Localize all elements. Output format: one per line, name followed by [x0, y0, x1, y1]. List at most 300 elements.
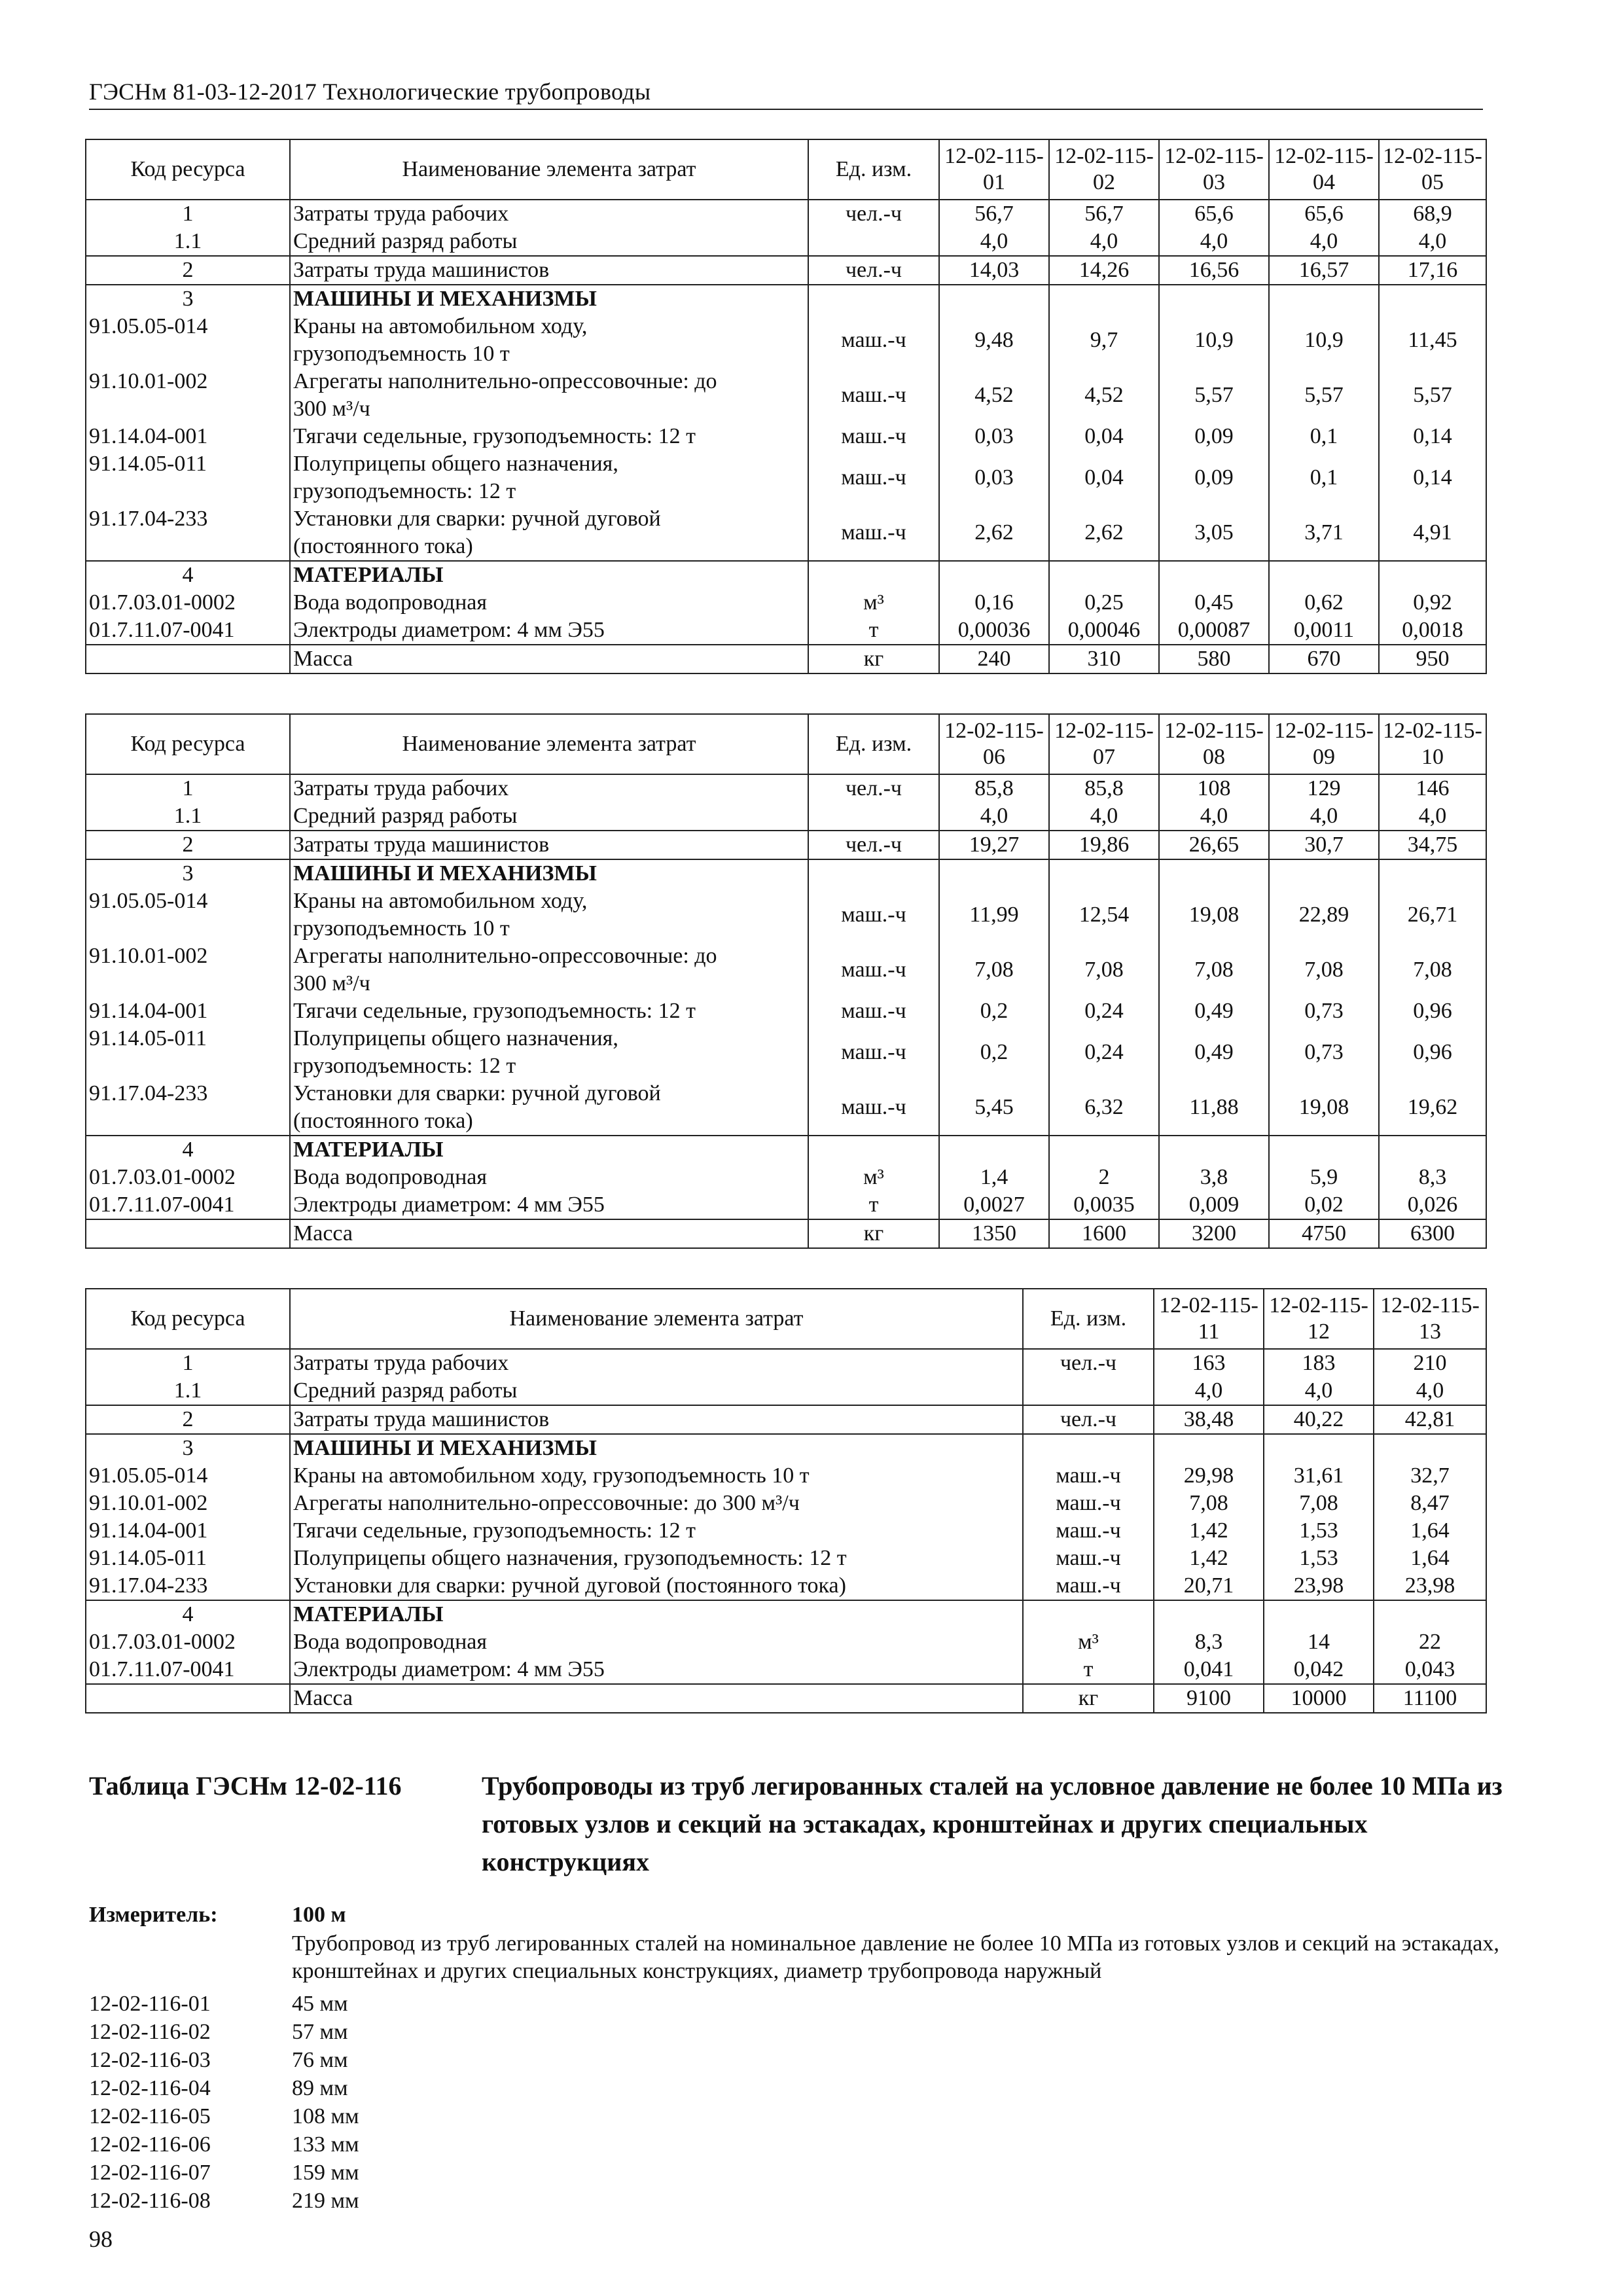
resource-value: 56,7: [1049, 200, 1159, 228]
resource-value: 4,0: [1049, 802, 1159, 831]
resource-table-1: [85, 139, 1487, 674]
table-row: [86, 285, 1486, 313]
resource-unit: [808, 561, 939, 589]
resource-name: [290, 423, 808, 450]
resource-value: 670: [1269, 645, 1379, 673]
resource-code: 91.10.01-002: [86, 1490, 290, 1517]
resource-value: [939, 285, 1049, 313]
resource-value: 4,0: [1159, 802, 1269, 831]
resource-value: 68,9: [1379, 200, 1486, 228]
table-row: [86, 888, 1486, 942]
resource-value: 0,043: [1374, 1656, 1486, 1684]
resource-value: 129: [1269, 774, 1379, 802]
resource-value: [1154, 1434, 1264, 1462]
resource-name-line: 300 м³/ч: [293, 971, 370, 996]
resource-unit: маш.-ч: [808, 505, 939, 561]
resource-value: 30,7: [1269, 831, 1379, 859]
header-norm-code: 12-02-115-04: [1269, 139, 1379, 200]
resource-value: 0,45: [1159, 589, 1269, 617]
resource-unit: маш.-ч: [808, 423, 939, 450]
resource-value: 7,08: [1269, 942, 1379, 997]
resource-value: 310: [1049, 645, 1159, 673]
resource-value: 7,08: [1049, 942, 1159, 997]
resource-value: 42,81: [1374, 1405, 1486, 1434]
resource-value: 4,0: [1264, 1377, 1374, 1405]
resource-value: 0,026: [1379, 1191, 1486, 1219]
resource-value: 0,03: [939, 423, 1049, 450]
resource-value: 16,56: [1159, 256, 1269, 285]
resource-value: 1,42: [1154, 1517, 1264, 1545]
table-row: [86, 942, 1486, 997]
resource-name-line: Краны на автомобильном ходу,: [293, 314, 588, 338]
resource-unit: чел.-ч: [808, 200, 939, 228]
resource-code: 91.17.04-233: [86, 505, 290, 561]
resource-name-line: 300 м³/ч: [293, 397, 370, 421]
resource-name-line: МАШИНЫ И МЕХАНИЗМЫ: [293, 287, 597, 311]
resource-code: 01.7.03.01-0002: [86, 1164, 290, 1191]
resource-value: 3,05: [1159, 505, 1269, 561]
resource-name-line: Установки для сварки: ручной дуговой: [293, 507, 661, 531]
resource-value: [1374, 1434, 1486, 1462]
resource-value: 3,71: [1269, 505, 1379, 561]
measure-item-value: 76 мм: [292, 2048, 348, 2072]
resource-name-line: Агрегаты наполнительно-опрессовочные: до 300 м³/ч: [293, 1491, 800, 1515]
resource-name: [290, 1377, 1023, 1405]
resource-value: 56,7: [939, 200, 1049, 228]
resource-value: 12,54: [1049, 888, 1159, 942]
measure-item-value: 45 мм: [292, 1992, 348, 2016]
resource-unit: т: [1023, 1656, 1154, 1684]
resource-value: [1264, 1600, 1374, 1628]
resource-value: 0,04: [1049, 423, 1159, 450]
resource-value: 0,14: [1379, 423, 1486, 450]
measure-item-code: 12-02-116-02: [89, 2020, 211, 2044]
resource-value: 22: [1374, 1628, 1486, 1656]
resource-value: 4,0: [1269, 228, 1379, 256]
resource-value: 1,53: [1264, 1517, 1374, 1545]
resource-name-line: Тягачи седельные, грузоподъемность: 12 т: [293, 999, 696, 1023]
resource-unit: чел.-ч: [1023, 1405, 1154, 1434]
resource-name-line: грузоподъемность 10 т: [293, 916, 510, 941]
header-norm-code: 12-02-115-11: [1154, 1289, 1264, 1349]
header-norm-code: 12-02-115-08: [1159, 714, 1269, 774]
resource-name: [290, 645, 808, 673]
resource-value: 22,89: [1269, 888, 1379, 942]
resource-name: [290, 1080, 808, 1136]
measure-item-value: 133 мм: [292, 2132, 359, 2157]
resource-name: [290, 1545, 1023, 1572]
resource-code: 01.7.11.07-0041: [86, 1656, 290, 1684]
resource-value: 0,24: [1049, 1025, 1159, 1080]
resource-name-line: Агрегаты наполнительно-опрессовочные: до: [293, 369, 717, 393]
resource-value: [1159, 285, 1269, 313]
resource-value: [1379, 285, 1486, 313]
resource-value: 0,00087: [1159, 617, 1269, 645]
resource-value: [1049, 1136, 1159, 1164]
resource-unit: т: [808, 617, 939, 645]
resource-table-2: [85, 713, 1487, 1249]
resource-value: [939, 859, 1049, 888]
resource-unit: маш.-ч: [808, 997, 939, 1025]
table-row: [86, 1600, 1486, 1628]
measure-item: [89, 2047, 613, 2075]
table-row: [86, 1517, 1486, 1545]
table-row: [86, 1684, 1486, 1713]
resource-name-line: Затраты труда машинистов: [293, 833, 550, 857]
resource-unit: маш.-ч: [808, 942, 939, 997]
header-norm-code: 12-02-115-12: [1264, 1289, 1374, 1349]
resource-name: [290, 589, 808, 617]
table-row: [86, 200, 1486, 228]
resource-value: 10000: [1264, 1684, 1374, 1713]
resource-unit: маш.-ч: [1023, 1490, 1154, 1517]
table-row: [86, 1628, 1486, 1656]
resource-value: 0,16: [939, 589, 1049, 617]
resource-name: [290, 888, 808, 942]
table-row: [86, 589, 1486, 617]
resource-value: 1350: [939, 1219, 1049, 1248]
resource-unit: маш.-ч: [1023, 1462, 1154, 1490]
resource-value: 0,14: [1379, 450, 1486, 505]
resource-value: [939, 561, 1049, 589]
resource-name-line: Краны на автомобильном ходу, грузоподъемность 10 т: [293, 1463, 810, 1488]
resource-unit: т: [808, 1191, 939, 1219]
resource-value: 0,03: [939, 450, 1049, 505]
resource-code: 91.14.04-001: [86, 1517, 290, 1545]
resource-code: 1: [86, 200, 290, 228]
resource-name-line: (постоянного тока): [293, 534, 473, 558]
resource-name: [290, 1219, 808, 1248]
resource-value: 0,25: [1049, 589, 1159, 617]
resource-code: 91.17.04-233: [86, 1572, 290, 1600]
resource-name: [290, 1517, 1023, 1545]
resource-name-line: Затраты труда машинистов: [293, 258, 550, 282]
resource-value: [1374, 1600, 1486, 1628]
resource-name-line: Средний разряд работы: [293, 1378, 518, 1403]
resource-value: 7,08: [1379, 942, 1486, 997]
resource-value: [1264, 1434, 1374, 1462]
resource-value: 580: [1159, 645, 1269, 673]
resource-value: 1600: [1049, 1219, 1159, 1248]
resource-value: 38,48: [1154, 1405, 1264, 1434]
resource-name: [290, 1191, 808, 1219]
resource-name-line: Электроды диаметром: 4 мм Э55: [293, 1193, 605, 1217]
resource-code: 91.14.04-001: [86, 997, 290, 1025]
measure-item-code: 12-02-116-01: [89, 1992, 211, 2016]
resource-value: 5,57: [1379, 368, 1486, 423]
resource-name: [290, 802, 808, 831]
resource-value: 0,96: [1379, 1025, 1486, 1080]
resource-value: 0,04: [1049, 450, 1159, 505]
resource-value: 32,7: [1374, 1462, 1486, 1490]
page-number: 98: [89, 2226, 113, 2252]
resource-name-line: Краны на автомобильном ходу,: [293, 889, 588, 913]
resource-name: [290, 368, 808, 423]
resource-unit: маш.-ч: [808, 888, 939, 942]
measure-description: Трубопровод из труб легированных сталей на номинальное давление не более 10 МПа из готовых узлов и секций на эстакадах, кронштейнах и других специальных конструкциях, диаметр трубопровода наружный: [292, 1931, 1499, 1983]
resource-name: [290, 617, 808, 645]
table-row: [86, 859, 1486, 888]
measure-item: [89, 2187, 613, 2215]
resource-name-line: Средний разряд работы: [293, 229, 518, 253]
measure-items: [89, 1990, 613, 2215]
resource-name-line: Полуприцепы общего назначения,: [293, 1026, 618, 1050]
resource-value: 950: [1379, 645, 1486, 673]
resource-value: 0,09: [1159, 450, 1269, 505]
table-row: [86, 1191, 1486, 1219]
resource-value: 29,98: [1154, 1462, 1264, 1490]
resource-value: 8,47: [1374, 1490, 1486, 1517]
resource-value: 11,45: [1379, 313, 1486, 368]
resource-value: [939, 1136, 1049, 1164]
resource-value: 240: [939, 645, 1049, 673]
resource-name: [290, 228, 808, 256]
resource-value: 0,09: [1159, 423, 1269, 450]
resource-value: 10,9: [1159, 313, 1269, 368]
resource-value: 163: [1154, 1349, 1264, 1377]
resource-code: 3: [86, 859, 290, 888]
resource-unit: чел.-ч: [1023, 1349, 1154, 1377]
resource-value: [1159, 1136, 1269, 1164]
table-row: [86, 997, 1486, 1025]
resource-name: [290, 1349, 1023, 1377]
resource-value: 1,53: [1264, 1545, 1374, 1572]
resource-value: 2,62: [939, 505, 1049, 561]
resource-value: 1,4: [939, 1164, 1049, 1191]
resource-unit: [808, 859, 939, 888]
resource-name-line: Масса: [293, 647, 353, 671]
resource-code: 91.05.05-014: [86, 313, 290, 368]
resource-value: 1,64: [1374, 1545, 1486, 1572]
resource-unit: [1023, 1377, 1154, 1405]
table-header-row: [86, 1289, 1486, 1349]
resource-value: 19,08: [1269, 1080, 1379, 1136]
resource-unit: м³: [808, 589, 939, 617]
resource-code: 91.14.04-001: [86, 423, 290, 450]
resource-value: [1049, 285, 1159, 313]
resource-unit: маш.-ч: [1023, 1517, 1154, 1545]
resource-code: [86, 645, 290, 673]
header-norm-code: 12-02-115-06: [939, 714, 1049, 774]
resource-value: 0,0018: [1379, 617, 1486, 645]
resource-unit: маш.-ч: [808, 1080, 939, 1136]
resource-value: [1049, 859, 1159, 888]
resource-code: 2: [86, 831, 290, 859]
table-row: [86, 1025, 1486, 1080]
resource-value: 3,8: [1159, 1164, 1269, 1191]
measure-item-code: 12-02-116-04: [89, 2076, 211, 2100]
resource-name: [290, 942, 808, 997]
resource-value: 9,48: [939, 313, 1049, 368]
resource-name-line: МАТЕРИАЛЫ: [293, 1602, 444, 1626]
resource-code: 1.1: [86, 1377, 290, 1405]
resource-code: 01.7.03.01-0002: [86, 1628, 290, 1656]
resource-value: 40,22: [1264, 1405, 1374, 1434]
resource-name: [290, 1572, 1023, 1600]
table-row: [86, 1572, 1486, 1600]
resource-value: 11,99: [939, 888, 1049, 942]
resource-value: 5,9: [1269, 1164, 1379, 1191]
resource-name-line: Полуприцепы общего назначения,: [293, 452, 618, 476]
resource-value: 4,91: [1379, 505, 1486, 561]
header-name: Наименование элемента затрат: [290, 139, 808, 200]
resource-name: [290, 1025, 808, 1080]
resource-name-line: Тягачи седельные, грузоподъемность: 12 т: [293, 1518, 696, 1543]
resource-unit: маш.-ч: [808, 368, 939, 423]
resource-value: 0,0011: [1269, 617, 1379, 645]
resource-name: [290, 256, 808, 285]
table-116-label: Таблица ГЭСНм 12-02-116: [89, 1771, 402, 1801]
resource-name: [290, 200, 808, 228]
resource-unit: [1023, 1434, 1154, 1462]
table-row: [86, 423, 1486, 450]
resource-value: 0,49: [1159, 1025, 1269, 1080]
measure-item: [89, 2018, 613, 2047]
resource-unit: маш.-ч: [808, 1025, 939, 1080]
resource-unit: маш.-ч: [808, 313, 939, 368]
resource-name: [290, 450, 808, 505]
resource-value: 19,62: [1379, 1080, 1486, 1136]
resource-value: 0,0035: [1049, 1191, 1159, 1219]
header-norm-code: 12-02-115-13: [1374, 1289, 1486, 1349]
resource-code: 1: [86, 774, 290, 802]
resource-value: 2,62: [1049, 505, 1159, 561]
header-name: Наименование элемента затрат: [290, 714, 808, 774]
resource-value: [1379, 859, 1486, 888]
resource-code: [86, 1684, 290, 1713]
resource-value: 10,9: [1269, 313, 1379, 368]
header-unit: Ед. изм.: [1023, 1289, 1154, 1349]
resource-name-line: Вода водопроводная: [293, 1165, 487, 1189]
resource-name: [290, 997, 808, 1025]
resource-code: 01.7.11.07-0041: [86, 1191, 290, 1219]
resource-value: [1159, 859, 1269, 888]
resource-value: 34,75: [1379, 831, 1486, 859]
resource-code: 91.17.04-233: [86, 1080, 290, 1136]
resource-value: 4,0: [939, 228, 1049, 256]
measure-item-value: 219 мм: [292, 2189, 359, 2213]
header-norm-code: 12-02-115-02: [1049, 139, 1159, 200]
resource-name: [290, 1684, 1023, 1713]
resource-code: 91.10.01-002: [86, 368, 290, 423]
resource-value: 4,52: [1049, 368, 1159, 423]
resource-name-line: Вода водопроводная: [293, 1630, 487, 1654]
resource-value: 0,2: [939, 997, 1049, 1025]
resource-value: [1049, 561, 1159, 589]
resource-value: 19,08: [1159, 888, 1269, 942]
resource-value: 7,08: [1159, 942, 1269, 997]
resource-name-line: Электроды диаметром: 4 мм Э55: [293, 1657, 605, 1681]
resource-unit: маш.-ч: [808, 450, 939, 505]
resource-value: 0,73: [1269, 997, 1379, 1025]
header-name: Наименование элемента затрат: [290, 1289, 1023, 1349]
resource-unit: чел.-ч: [808, 256, 939, 285]
resource-code: 91.14.05-011: [86, 1025, 290, 1080]
header-code: Код ресурса: [86, 714, 290, 774]
table-row: [86, 1462, 1486, 1490]
resource-value: 0,1: [1269, 423, 1379, 450]
resource-value: 1,64: [1374, 1517, 1486, 1545]
measure-value: 100 м: [292, 1903, 346, 1927]
resource-code: 01.7.03.01-0002: [86, 589, 290, 617]
measure-item-code: 12-02-116-05: [89, 2104, 211, 2128]
resource-code: 3: [86, 1434, 290, 1462]
table-row: [86, 228, 1486, 256]
resource-unit: [808, 285, 939, 313]
resource-code: 91.10.01-002: [86, 942, 290, 997]
header-unit: Ед. изм.: [808, 139, 939, 200]
header-code: Код ресурса: [86, 1289, 290, 1349]
resource-value: 20,71: [1154, 1572, 1264, 1600]
resource-value: 7,08: [939, 942, 1049, 997]
resource-value: 5,57: [1269, 368, 1379, 423]
resource-value: [1379, 1136, 1486, 1164]
resource-value: 0,02: [1269, 1191, 1379, 1219]
header-unit: Ед. изм.: [808, 714, 939, 774]
measure-item-value: 159 мм: [292, 2161, 359, 2185]
table-row: [86, 561, 1486, 589]
resource-name: [290, 1136, 808, 1164]
table-row: [86, 1080, 1486, 1136]
resource-name: [290, 561, 808, 589]
table-row: [86, 645, 1486, 673]
table-row: [86, 1136, 1486, 1164]
resource-value: 0,042: [1264, 1656, 1374, 1684]
resource-value: 8,3: [1154, 1628, 1264, 1656]
header-norm-code: 12-02-115-01: [939, 139, 1049, 200]
measure-item-code: 12-02-116-07: [89, 2161, 211, 2185]
resource-name-line: Затраты труда рабочих: [293, 776, 509, 800]
table-row: [86, 1434, 1486, 1462]
resource-name: [290, 1490, 1023, 1517]
resource-name: [290, 1164, 808, 1191]
table-row: [86, 1656, 1486, 1684]
resource-value: 0,041: [1154, 1656, 1264, 1684]
page-header: ГЭСНм 81-03-12-2017 Технологические трубопроводы: [89, 77, 1483, 110]
resource-value: 19,86: [1049, 831, 1159, 859]
resource-value: 146: [1379, 774, 1486, 802]
resource-unit: чел.-ч: [808, 774, 939, 802]
measure-item: [89, 2131, 613, 2159]
resource-value: 183: [1264, 1349, 1374, 1377]
resource-value: 16,57: [1269, 256, 1379, 285]
resource-value: 26,65: [1159, 831, 1269, 859]
resource-value: 5,57: [1159, 368, 1269, 423]
resource-code: 91.14.05-011: [86, 1545, 290, 1572]
resource-code: 4: [86, 561, 290, 589]
table-116-title: Трубопроводы из труб легированных сталей на условное давление не более 10 МПа из готовых узлов и секций на эстакадах, кронштейнах и других специальных конструкциях: [482, 1771, 1503, 1876]
header-norm-code: 12-02-115-09: [1269, 714, 1379, 774]
resource-name-line: грузоподъемность: 12 т: [293, 479, 516, 503]
resource-name: [290, 505, 808, 561]
resource-code: 1: [86, 1349, 290, 1377]
resource-unit: чел.-ч: [808, 831, 939, 859]
resource-name-line: Электроды диаметром: 4 мм Э55: [293, 618, 605, 642]
table-row: [86, 1405, 1486, 1434]
resource-unit: [808, 228, 939, 256]
resource-name-line: МАТЕРИАЛЫ: [293, 563, 444, 587]
resource-unit: кг: [808, 645, 939, 673]
resource-value: 4,52: [939, 368, 1049, 423]
resource-value: 4,0: [1159, 228, 1269, 256]
resource-unit: [808, 1136, 939, 1164]
resource-value: 11100: [1374, 1684, 1486, 1713]
resource-value: 4,0: [1154, 1377, 1264, 1405]
resource-unit: маш.-ч: [1023, 1572, 1154, 1600]
resource-value: 0,49: [1159, 997, 1269, 1025]
resource-unit: [808, 802, 939, 831]
resource-value: 108: [1159, 774, 1269, 802]
